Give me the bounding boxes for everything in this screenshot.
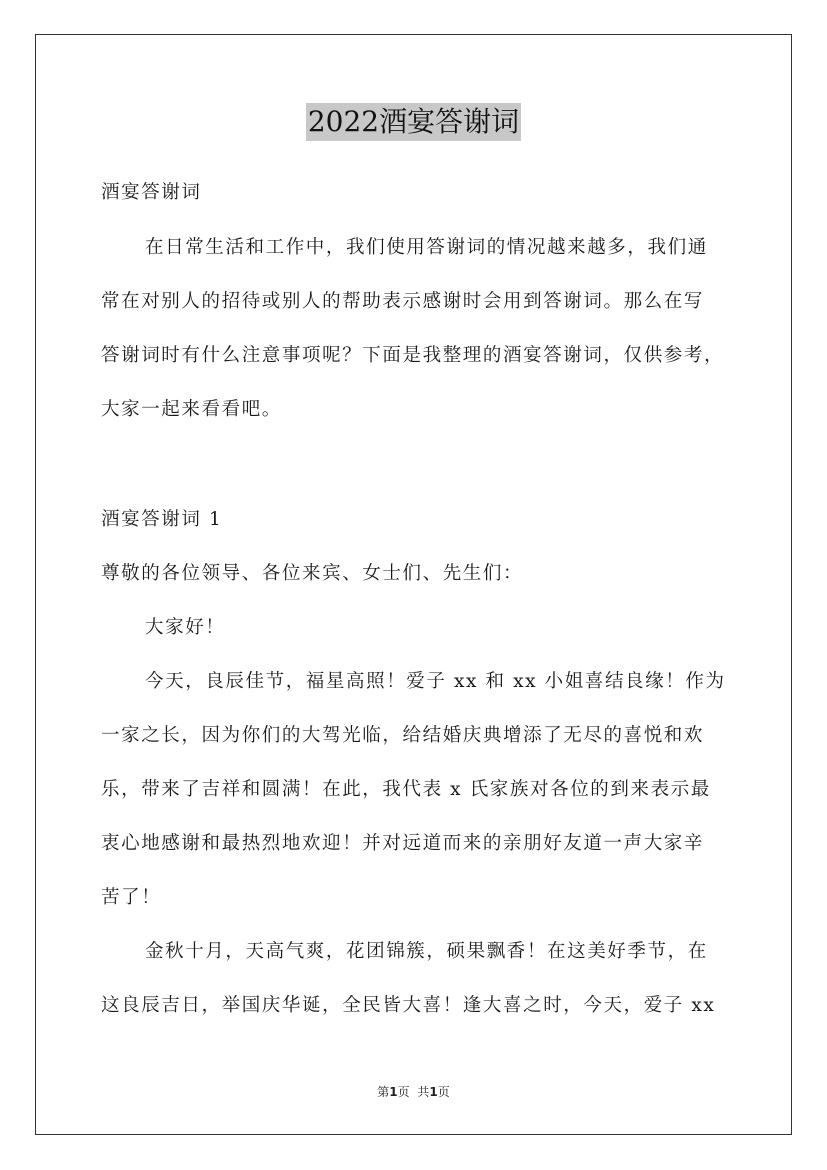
paragraph-line: 苦了！ — [101, 887, 162, 908]
page-number: 1 — [389, 1085, 398, 1099]
section-heading: 酒宴答谢词 — [101, 182, 202, 203]
paragraph-line: 衷心地感谢和最热烈地欢迎！并对远道而来的亲朋好友道一声大家辛 — [101, 833, 705, 854]
section-heading: 酒宴答谢词 1 — [101, 509, 223, 530]
paragraph-line: 答谢词时有什么注意事项呢？下面是我整理的酒宴答谢词，仅供参考， — [101, 345, 725, 366]
paragraph-line: 这良辰吉日，举国庆华诞，全民皆大喜！逢大喜之时，今天，爱子 xx — [101, 995, 716, 1016]
page-prefix: 第 — [377, 1085, 390, 1099]
salutation-line: 尊敬的各位领导、各位来宾、女士们、先生们： — [101, 563, 524, 584]
document-title: 2022酒宴答谢词 — [306, 103, 521, 141]
paragraph-line: 今天，良辰佳节，福星高照！爱子 xx 和 xx 小姐喜结良缘！作为 — [145, 671, 726, 692]
paragraph-line: 常在对别人的招待或别人的帮助表示感谢时会用到答谢词。那么在写 — [101, 291, 705, 312]
total-pages: 1 — [429, 1085, 438, 1099]
total-prefix: 共 — [417, 1085, 430, 1099]
paragraph-line: 一家之长，因为你们的大驾光临，给结婚庆典增添了无尽的喜悦和欢 — [101, 725, 705, 746]
paragraph-line: 金秋十月，天高气爽，花团锦簇，硕果飘香！在这美好季节，在 — [145, 941, 708, 962]
paragraph-line: 大家一起来看看吧。 — [101, 399, 282, 420]
total-suffix: 页 — [437, 1085, 450, 1099]
greeting-line: 大家好！ — [145, 617, 226, 638]
paragraph-line: 在日常生活和工作中，我们使用答谢词的情况越来越多，我们通 — [145, 237, 708, 258]
page-suffix: 页 — [397, 1085, 410, 1099]
paragraph-line: 乐，带来了吉祥和圆满！在此，我代表 x 氏家族对各位的到来表示最 — [101, 779, 711, 800]
title-container — [0, 103, 827, 141]
page-footer — [0, 1084, 827, 1100]
